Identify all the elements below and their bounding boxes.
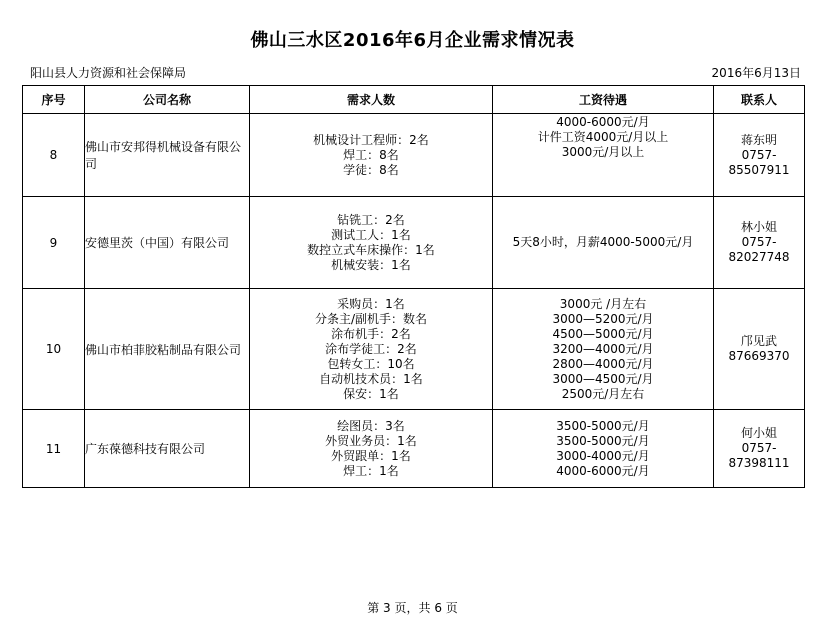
contact-cell	[714, 410, 805, 488]
salary-cell	[493, 114, 714, 197]
header-demand: 需求人数	[250, 86, 493, 114]
page-number: 第 3 页，共 6 页	[367, 601, 458, 615]
header-company: 公司名称	[85, 86, 250, 114]
salary-cell	[493, 289, 714, 410]
salary-line: 3000—5200元/月	[552, 311, 654, 326]
demand-cell	[250, 197, 493, 289]
salary-line: 3500-5000元/月	[556, 418, 650, 433]
salary-line: 计件工资4000元/月以上	[537, 130, 669, 144]
company-name: 佛山市柏菲胶粘制品有限公司	[85, 289, 250, 410]
row-number: 10	[23, 289, 85, 410]
page-title: 佛山三水区2016年6月企业需求情况表	[250, 30, 575, 51]
demand-cell	[250, 410, 493, 488]
contact-line: 0757-	[741, 441, 777, 455]
salary-line: 4000-6000元/月	[556, 115, 650, 129]
contact-cell	[714, 114, 805, 197]
contact-cell	[714, 289, 805, 410]
salary-line: 3500-5000元/月	[556, 433, 650, 448]
row-number: 11	[23, 410, 85, 488]
demand-line: 外贸跟单：1名	[331, 448, 411, 463]
salary-cell	[493, 410, 714, 488]
demand-line: 外贸业务员：1名	[325, 433, 417, 448]
contact-line: 85507911	[728, 162, 790, 177]
salary-line: 3000-4000元/月	[556, 448, 650, 463]
demand-line: 涂布学徒工：2名	[325, 341, 417, 356]
company-name: 安德里茨（中国）有限公司	[85, 197, 250, 289]
demand-line: 分条主/副机手：数名	[314, 311, 428, 326]
issuing-organization: 阳山县人力资源和社会保障局	[30, 66, 187, 80]
report-date: 2016年6月13日	[711, 66, 801, 80]
company-name: 佛山市安邦得机械设备有限公司	[85, 114, 250, 197]
contact-line: 0757-	[741, 147, 777, 162]
table-row	[23, 410, 805, 488]
demand-line: 钻铣工：2名	[337, 212, 405, 227]
demand-line: 机械设计工程师：2名	[313, 132, 429, 147]
salary-line: 2500元/月左右	[561, 386, 645, 401]
salary-line: 2800—4000元/月	[552, 356, 654, 371]
contact-line: 87669370	[728, 349, 790, 363]
header-contact: 联系人	[714, 86, 805, 114]
table-row	[23, 197, 805, 289]
demand-table	[22, 85, 805, 488]
company-name: 广东葆德科技有限公司	[85, 410, 250, 488]
salary-line: 4000-6000元/月	[556, 463, 650, 478]
table-row	[23, 114, 805, 197]
salary-line: 3200—4000元/月	[552, 341, 654, 356]
salary-line: 4500—5000元/月	[552, 326, 654, 341]
demand-line: 测试工人：1名	[331, 227, 411, 242]
demand-line: 自动机技术员：1名	[319, 371, 423, 386]
row-number: 9	[23, 197, 85, 289]
demand-line: 学徒：8名	[343, 162, 399, 177]
row-number: 8	[23, 114, 85, 197]
demand-line: 包转女工：10名	[327, 356, 415, 371]
contact-line: 邝见武	[740, 334, 777, 348]
demand-line: 涂布机手：2名	[331, 326, 411, 341]
salary-cell	[493, 197, 714, 289]
demand-line: 绘图员：3名	[337, 418, 405, 433]
contact-line: 林小姐	[740, 220, 777, 234]
demand-line: 机械安装：1名	[331, 257, 411, 272]
table-row	[23, 289, 805, 410]
demand-line: 保安：1名	[343, 386, 399, 401]
contact-line: 87398111	[728, 456, 790, 470]
salary-line: 5天8小时，月薪4000-5000元/月	[512, 235, 694, 249]
header-salary: 工资待遇	[493, 86, 714, 114]
contact-line: 蒋东明	[740, 132, 777, 147]
demand-line: 数控立式车床操作：1名	[307, 242, 435, 257]
demand-line: 采购员：1名	[337, 296, 405, 311]
contact-line: 何小姐	[740, 426, 777, 440]
demand-line: 焊工：1名	[343, 463, 399, 478]
table-header-row	[23, 86, 805, 114]
demand-line: 焊工：8名	[343, 147, 399, 162]
salary-line: 3000元 /月左右	[559, 296, 647, 311]
contact-line: 0757-	[741, 235, 777, 249]
demand-cell	[250, 114, 493, 197]
salary-line: 3000元/月以上	[561, 145, 645, 159]
header-no: 序号	[23, 86, 85, 114]
contact-line: 82027748	[728, 250, 790, 264]
demand-cell	[250, 289, 493, 410]
contact-cell	[714, 197, 805, 289]
salary-line: 3000—4500元/月	[552, 371, 654, 386]
